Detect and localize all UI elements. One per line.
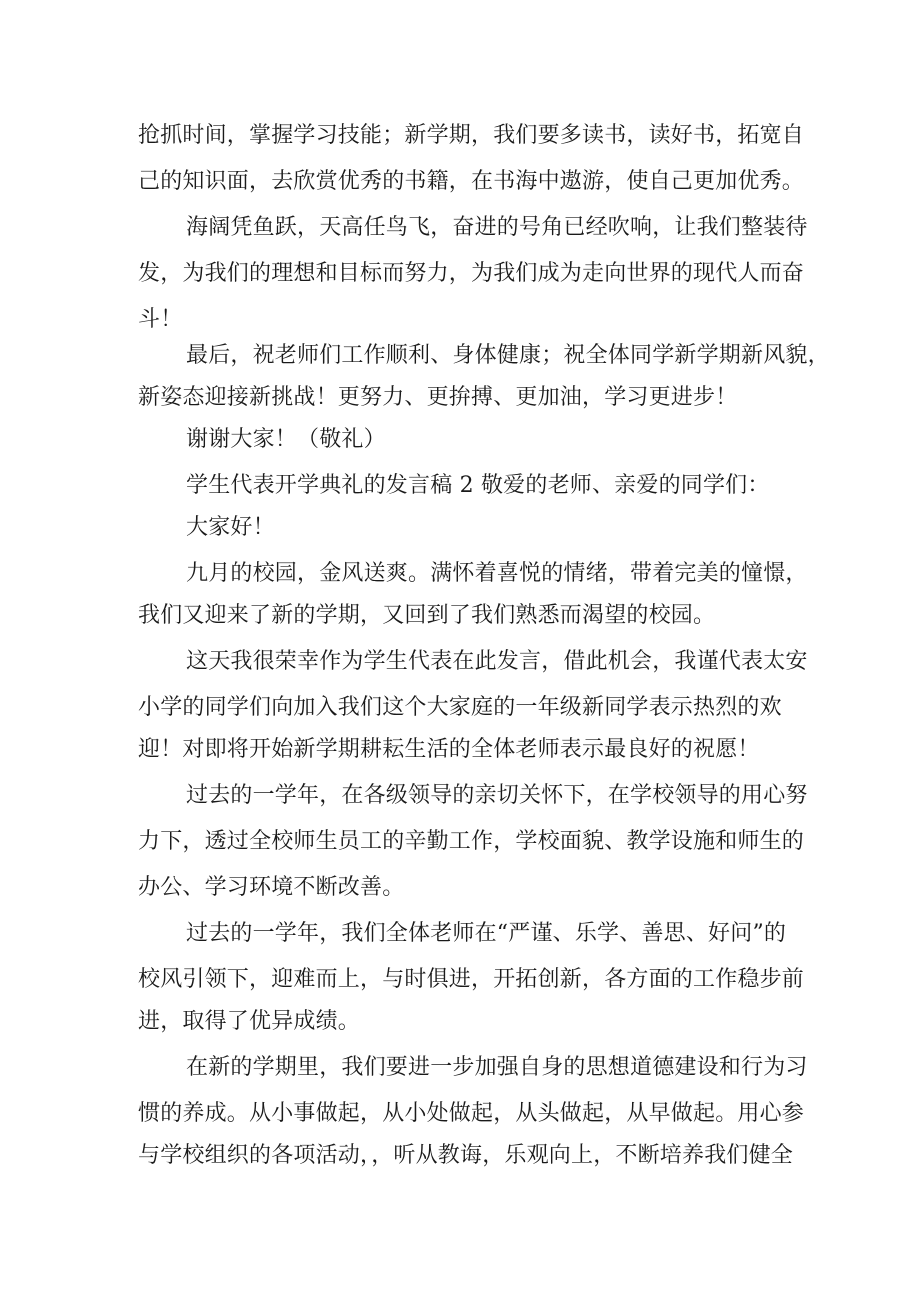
text-line: 己的知识面，去欣赏优秀的书籍，在书海中遨游，使自己更加优秀。 — [138, 169, 805, 194]
text-line: 力下，透过全校师生员工的辛勤工作，学校面貌、教学设施和师生的 — [138, 829, 805, 854]
text-line: 校风引领下，迎难而上，与时俱进，开拓创新，各方面的工作稳步前 — [138, 967, 805, 992]
text-line: 新姿态迎接新挑战！更努力、更拚搏、更加油，学习更进步！ — [138, 385, 738, 410]
text-line: 发，为我们的理想和目标而努力，为我们成为走向世界的现代人而奋 — [138, 261, 805, 286]
text-line: 抢抓时间，掌握学习技能；新学期，我们要多读书，读好书，拓宽自 — [138, 123, 805, 148]
paragraph-start-line: 谢谢大家！（敬礼） — [186, 427, 386, 452]
text-line: 办公、学习环境不断改善。 — [138, 875, 405, 900]
paragraph-start-line: 过去的一学年，在各级领导的亲切关怀下，在学校领导的用心努 — [186, 783, 808, 808]
text-line: 与学校组织的各项活动，，听从教诲，乐观向上，不断培养我们健全 — [138, 1143, 794, 1168]
paragraph-start-line: 在新的学期里，我们要进一步加强自身的思想道德建设和行为习 — [186, 1055, 808, 1080]
text-line: 我们又迎来了新的学期，又回到了我们熟悉而渴望的校园。 — [138, 603, 716, 628]
paragraph-start-line: 最后，祝老师们工作顺利、身体健康；祝全体同学新学期新风貌， — [186, 343, 830, 368]
text-line: 迎！对即将开始新学期耕耘生活的全体老师表示最良好的祝愿！ — [138, 737, 760, 762]
section-heading-line: 学生代表开学典礼的发言稿 2 敬爱的老师、亲爱的同学们： — [186, 473, 770, 498]
paragraph-start-line: 九月的校园，金风送爽。满怀着喜悦的情绪，带着完美的憧憬， — [186, 561, 808, 586]
text-line: 小学的同学们向加入我们这个大家庭的一年级新同学表示热烈的欢 — [138, 695, 782, 720]
paragraph-start-line: 这天我很荣幸作为学生代表在此发言，借此机会，我谨代表太安 — [186, 649, 808, 674]
text-line: 进，取得了优异成绩。 — [138, 1009, 361, 1034]
paragraph-start-line: 海阔凭鱼跃，天高任鸟飞，奋进的号角已经吹响，让我们整装待 — [186, 215, 808, 240]
text-line: 惯的养成。从小事做起，从小处做起，从头做起，从早做起。用心参 — [138, 1101, 805, 1126]
paragraph-start-line: 过去的一学年，我们全体老师在“严谨、乐学、善思、好问”的 — [186, 921, 787, 946]
text-line: 斗！ — [138, 307, 183, 332]
greeting-line: 大家好！ — [186, 515, 275, 540]
